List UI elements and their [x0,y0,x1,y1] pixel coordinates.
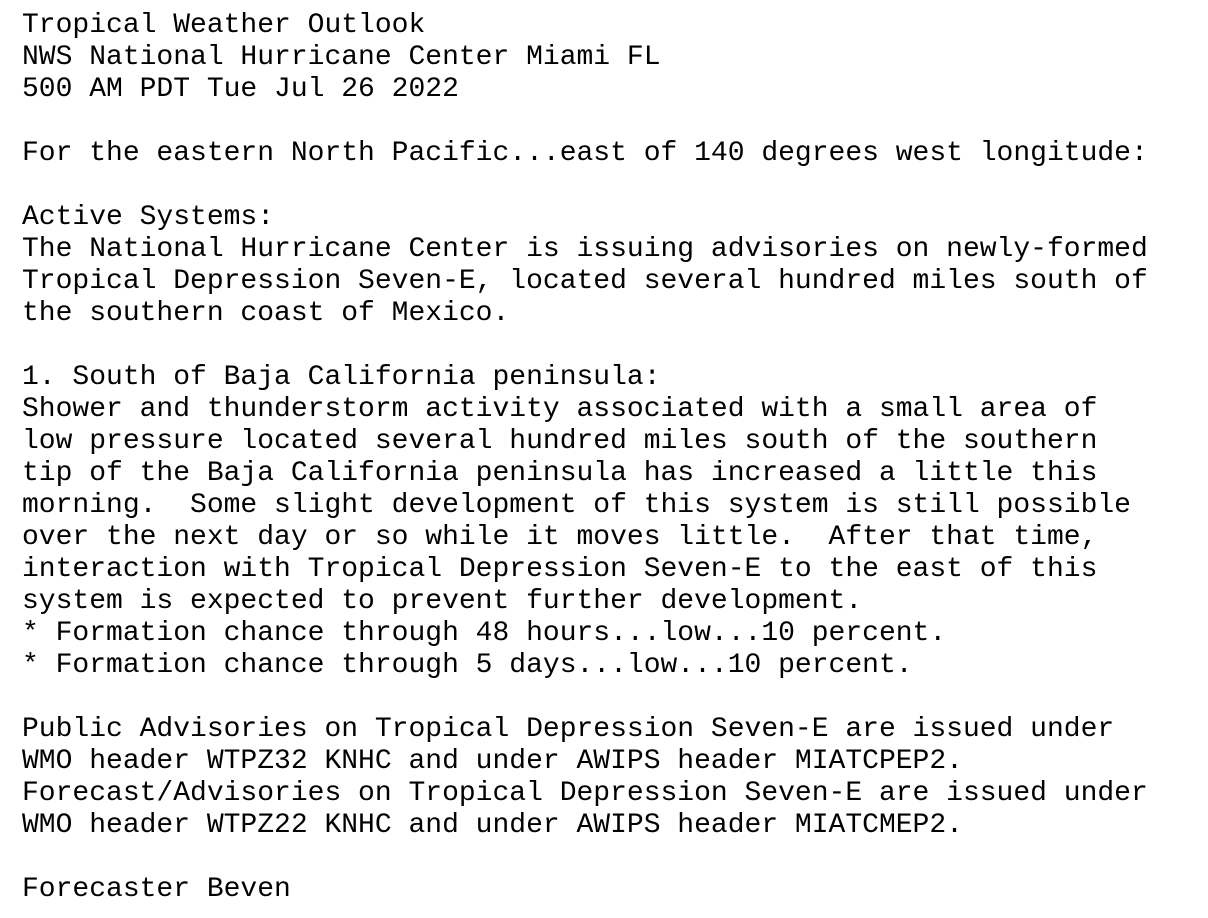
blank-line [22,170,1148,202]
active-systems-heading: Active Systems: [22,202,275,233]
active-systems-text-line: Tropical Depression Seven-E, located several hundred miles south of [22,266,1148,297]
issue-time: 500 AM PDT Tue Jul 26 2022 [22,74,459,105]
forecast-advisories-line: Forecast/Advisories on Tropical Depression Seven-E are issued under [22,778,1148,809]
blank-line [22,330,1148,362]
system-1-discussion-line: over the next day or so while it moves little. After that time, [22,522,1098,553]
forecaster-signoff: Forecaster Beven [22,874,291,905]
public-advisories-line: Public Advisories on Tropical Depression Seven-E are issued under [22,714,1115,745]
outlook-title: Tropical Weather Outlook [22,10,426,41]
system-1-discussion-line: morning. Some slight development of this system is still possible [22,490,1131,521]
system-1-discussion-line: tip of the Baja California peninsula has increased a little this [22,458,1098,489]
blank-line [22,842,1148,874]
system-1-heading: 1. South of Baja California peninsula: [22,362,661,393]
system-1-discussion-line: interaction with Tropical Depression Seven-E to the east of this [22,554,1098,585]
formation-chance-5-days: * Formation chance through 5 days...low...10 percent. [22,650,913,681]
system-1-discussion-line: system is expected to prevent further development. [22,586,863,617]
tropical-weather-outlook-text [22,10,1148,906]
active-systems-text-line: the southern coast of Mexico. [22,298,510,329]
blank-line [22,106,1148,138]
system-1-discussion-line: low pressure located several hundred miles south of the southern [22,426,1098,457]
issuing-office: NWS National Hurricane Center Miami FL [22,42,661,73]
formation-chance-48-hours: * Formation chance through 48 hours...low...10 percent. [22,618,947,649]
forecast-advisories-line: WMO header WTPZ22 KNHC and under AWIPS header MIATCMEP2. [22,810,963,841]
system-1-discussion-line: Shower and thunderstorm activity associated with a small area of [22,394,1098,425]
public-advisories-line: WMO header WTPZ32 KNHC and under AWIPS header MIATCPEP2. [22,746,963,777]
region-heading: For the eastern North Pacific...east of 140 degrees west longitude: [22,138,1148,169]
blank-line [22,682,1148,714]
active-systems-text-line: The National Hurricane Center is issuing advisories on newly-formed [22,234,1148,265]
